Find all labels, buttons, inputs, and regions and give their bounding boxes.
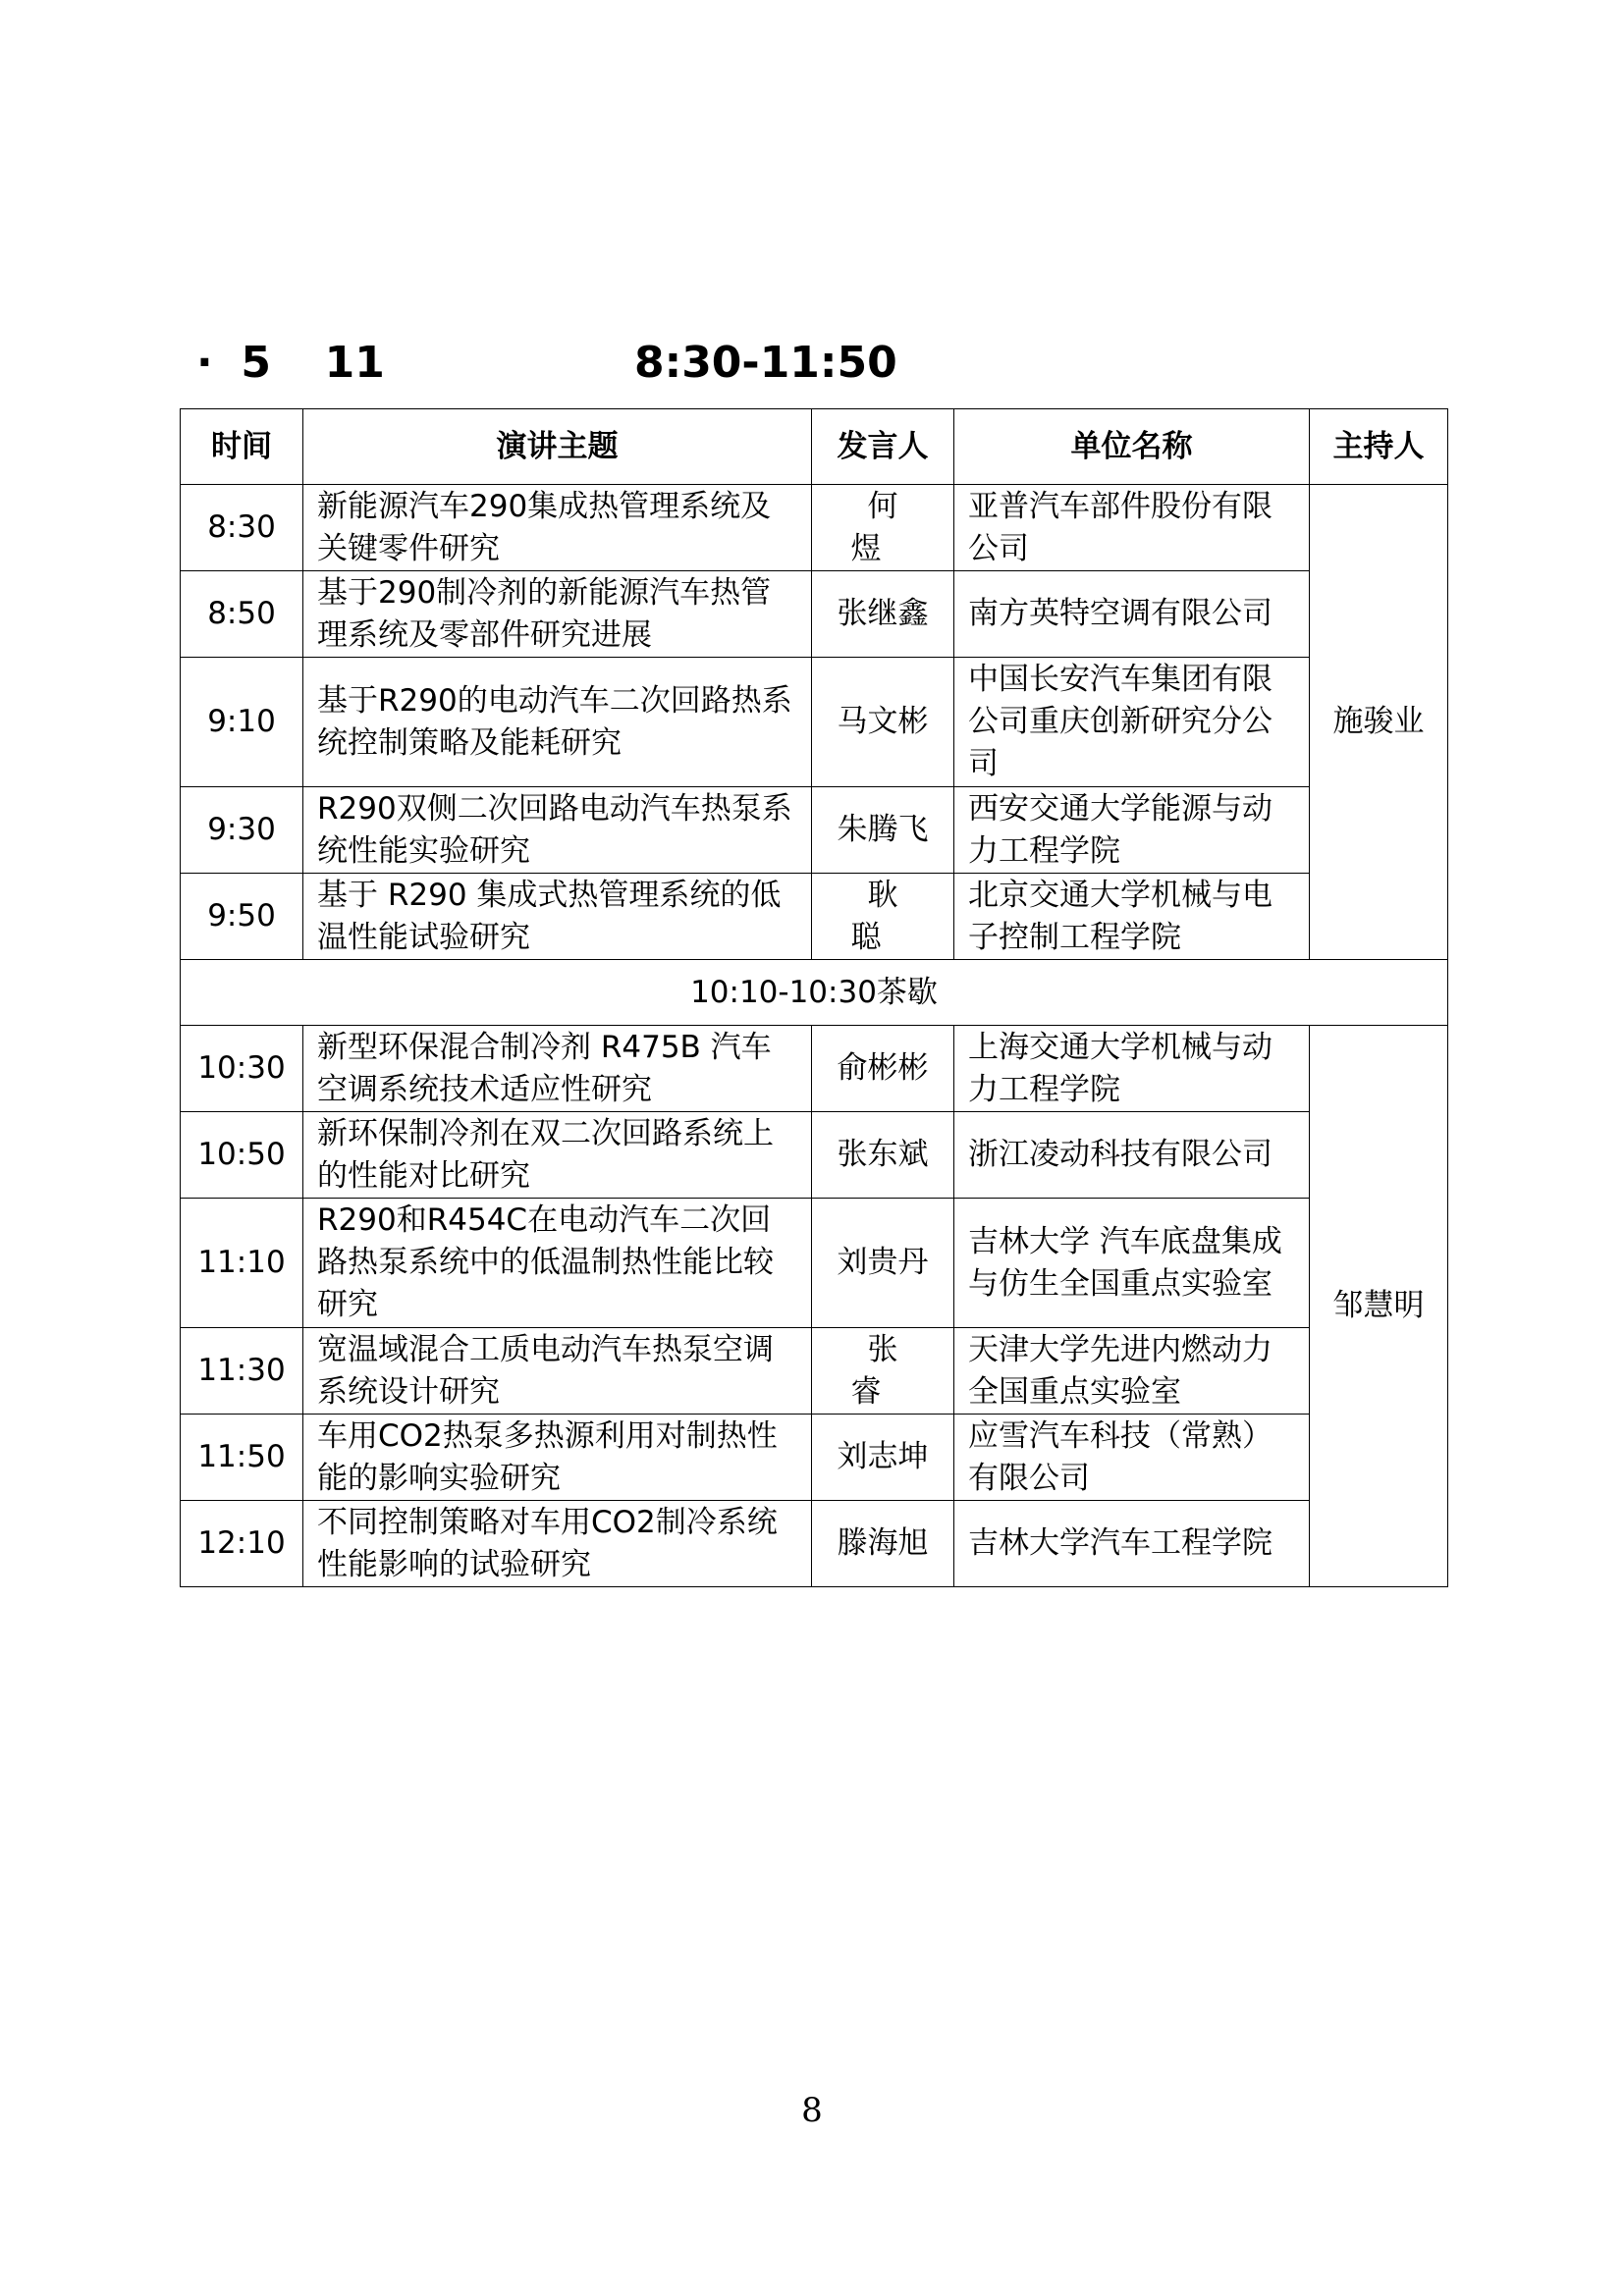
table-row (181, 658, 1448, 787)
page-number: 8 (801, 2091, 823, 2130)
time-cell: 11:10 (181, 1199, 303, 1328)
topic-cell: 基于 R290 集成式热管理系统的低温性能试验研究 (303, 874, 812, 960)
host-cell-session-2: 邹慧明 (1310, 1026, 1448, 1587)
speaker-cell: 马文彬 (812, 658, 954, 787)
tea-break-label: 10:10-10:30茶歇 (181, 960, 1448, 1026)
time-cell: 9:10 (181, 658, 303, 787)
table-row (181, 1501, 1448, 1587)
topic-cell: R290双侧二次回路电动汽车热泵系统性能实验研究 (303, 787, 812, 874)
speaker-cell: 耿 聪 (812, 874, 954, 960)
topic-cell: 车用CO2热泵多热源利用对制热性能的影响实验研究 (303, 1415, 812, 1501)
topic-cell: 新型环保混合制冷剂 R475B 汽车空调系统技术适应性研究 (303, 1026, 812, 1112)
time-cell: 8:50 (181, 571, 303, 658)
table-row (181, 1328, 1448, 1415)
time-cell: 8:30 (181, 485, 303, 571)
heading-day: 11 (324, 338, 385, 388)
table-row (181, 485, 1448, 571)
header-org: 单位名称 (954, 409, 1310, 485)
table-row (181, 1026, 1448, 1112)
time-cell: 10:30 (181, 1026, 303, 1112)
speaker-cell: 朱腾飞 (812, 787, 954, 874)
org-cell: 西安交通大学能源与动力工程学院 (954, 787, 1310, 874)
org-cell: 应雪汽车科技（常熟）有限公司 (954, 1415, 1310, 1501)
org-cell: 亚普汽车部件股份有限公司 (954, 485, 1310, 571)
time-cell: 9:50 (181, 874, 303, 960)
org-cell: 中国长安汽车集团有限公司重庆创新研究分公司 (954, 658, 1310, 787)
header-topic: 演讲主题 (303, 409, 812, 485)
speaker-cell: 张 睿 (812, 1328, 954, 1415)
header-host: 主持人 (1310, 409, 1448, 485)
org-cell: 吉林大学汽车工程学院 (954, 1501, 1310, 1587)
speaker-cell: 何 煜 (812, 485, 954, 571)
org-cell: 上海交通大学机械与动力工程学院 (954, 1026, 1310, 1112)
time-cell: 9:30 (181, 787, 303, 874)
org-cell: 吉林大学 汽车底盘集成与仿生全国重点实验室 (954, 1199, 1310, 1328)
time-cell: 11:50 (181, 1415, 303, 1501)
speaker-cell: 刘贵丹 (812, 1199, 954, 1328)
table-row (181, 1415, 1448, 1501)
tea-break-row (181, 960, 1448, 1026)
speaker-cell: 刘志坤 (812, 1415, 954, 1501)
table-row (181, 787, 1448, 874)
topic-cell: R290和R454C在电动汽车二次回路热泵系统中的低温制热性能比较研究 (303, 1199, 812, 1328)
table-row (181, 1199, 1448, 1328)
org-cell: 天津大学先进内燃动力全国重点实验室 (954, 1328, 1310, 1415)
header-speaker: 发言人 (812, 409, 954, 485)
speaker-cell: 张东斌 (812, 1112, 954, 1199)
org-cell: 南方英特空调有限公司 (954, 571, 1310, 658)
header-time: 时间 (181, 409, 303, 485)
time-cell: 12:10 (181, 1501, 303, 1587)
topic-cell: 基于290制冷剂的新能源汽车热管理系统及零部件研究进展 (303, 571, 812, 658)
time-cell: 10:50 (181, 1112, 303, 1199)
topic-cell: 宽温域混合工质电动汽车热泵空调系统设计研究 (303, 1328, 812, 1415)
heading-time-range: 8:30-11:50 (633, 338, 897, 388)
org-cell: 北京交通大学机械与电子控制工程学院 (954, 874, 1310, 960)
org-cell: 浙江凌动科技有限公司 (954, 1112, 1310, 1199)
topic-cell: 新能源汽车290集成热管理系统及关键零件研究 (303, 485, 812, 571)
time-cell: 11:30 (181, 1328, 303, 1415)
table-row (181, 571, 1448, 658)
session-heading (196, 334, 897, 393)
heading-month: 5 (241, 338, 271, 388)
topic-cell: 不同控制策略对车用CO2制冷系统性能影响的试验研究 (303, 1501, 812, 1587)
speaker-cell: 滕海旭 (812, 1501, 954, 1587)
table-row (181, 874, 1448, 960)
schedule-table (180, 408, 1448, 1587)
heading-bullet: · (196, 338, 213, 388)
speaker-cell: 俞彬彬 (812, 1026, 954, 1112)
speaker-cell: 张继鑫 (812, 571, 954, 658)
topic-cell: 新环保制冷剂在双二次回路系统上的性能对比研究 (303, 1112, 812, 1199)
host-cell-session-1: 施骏业 (1310, 485, 1448, 960)
table-header-row (181, 409, 1448, 485)
table-row (181, 1112, 1448, 1199)
topic-cell: 基于R290的电动汽车二次回路热系统控制策略及能耗研究 (303, 658, 812, 787)
